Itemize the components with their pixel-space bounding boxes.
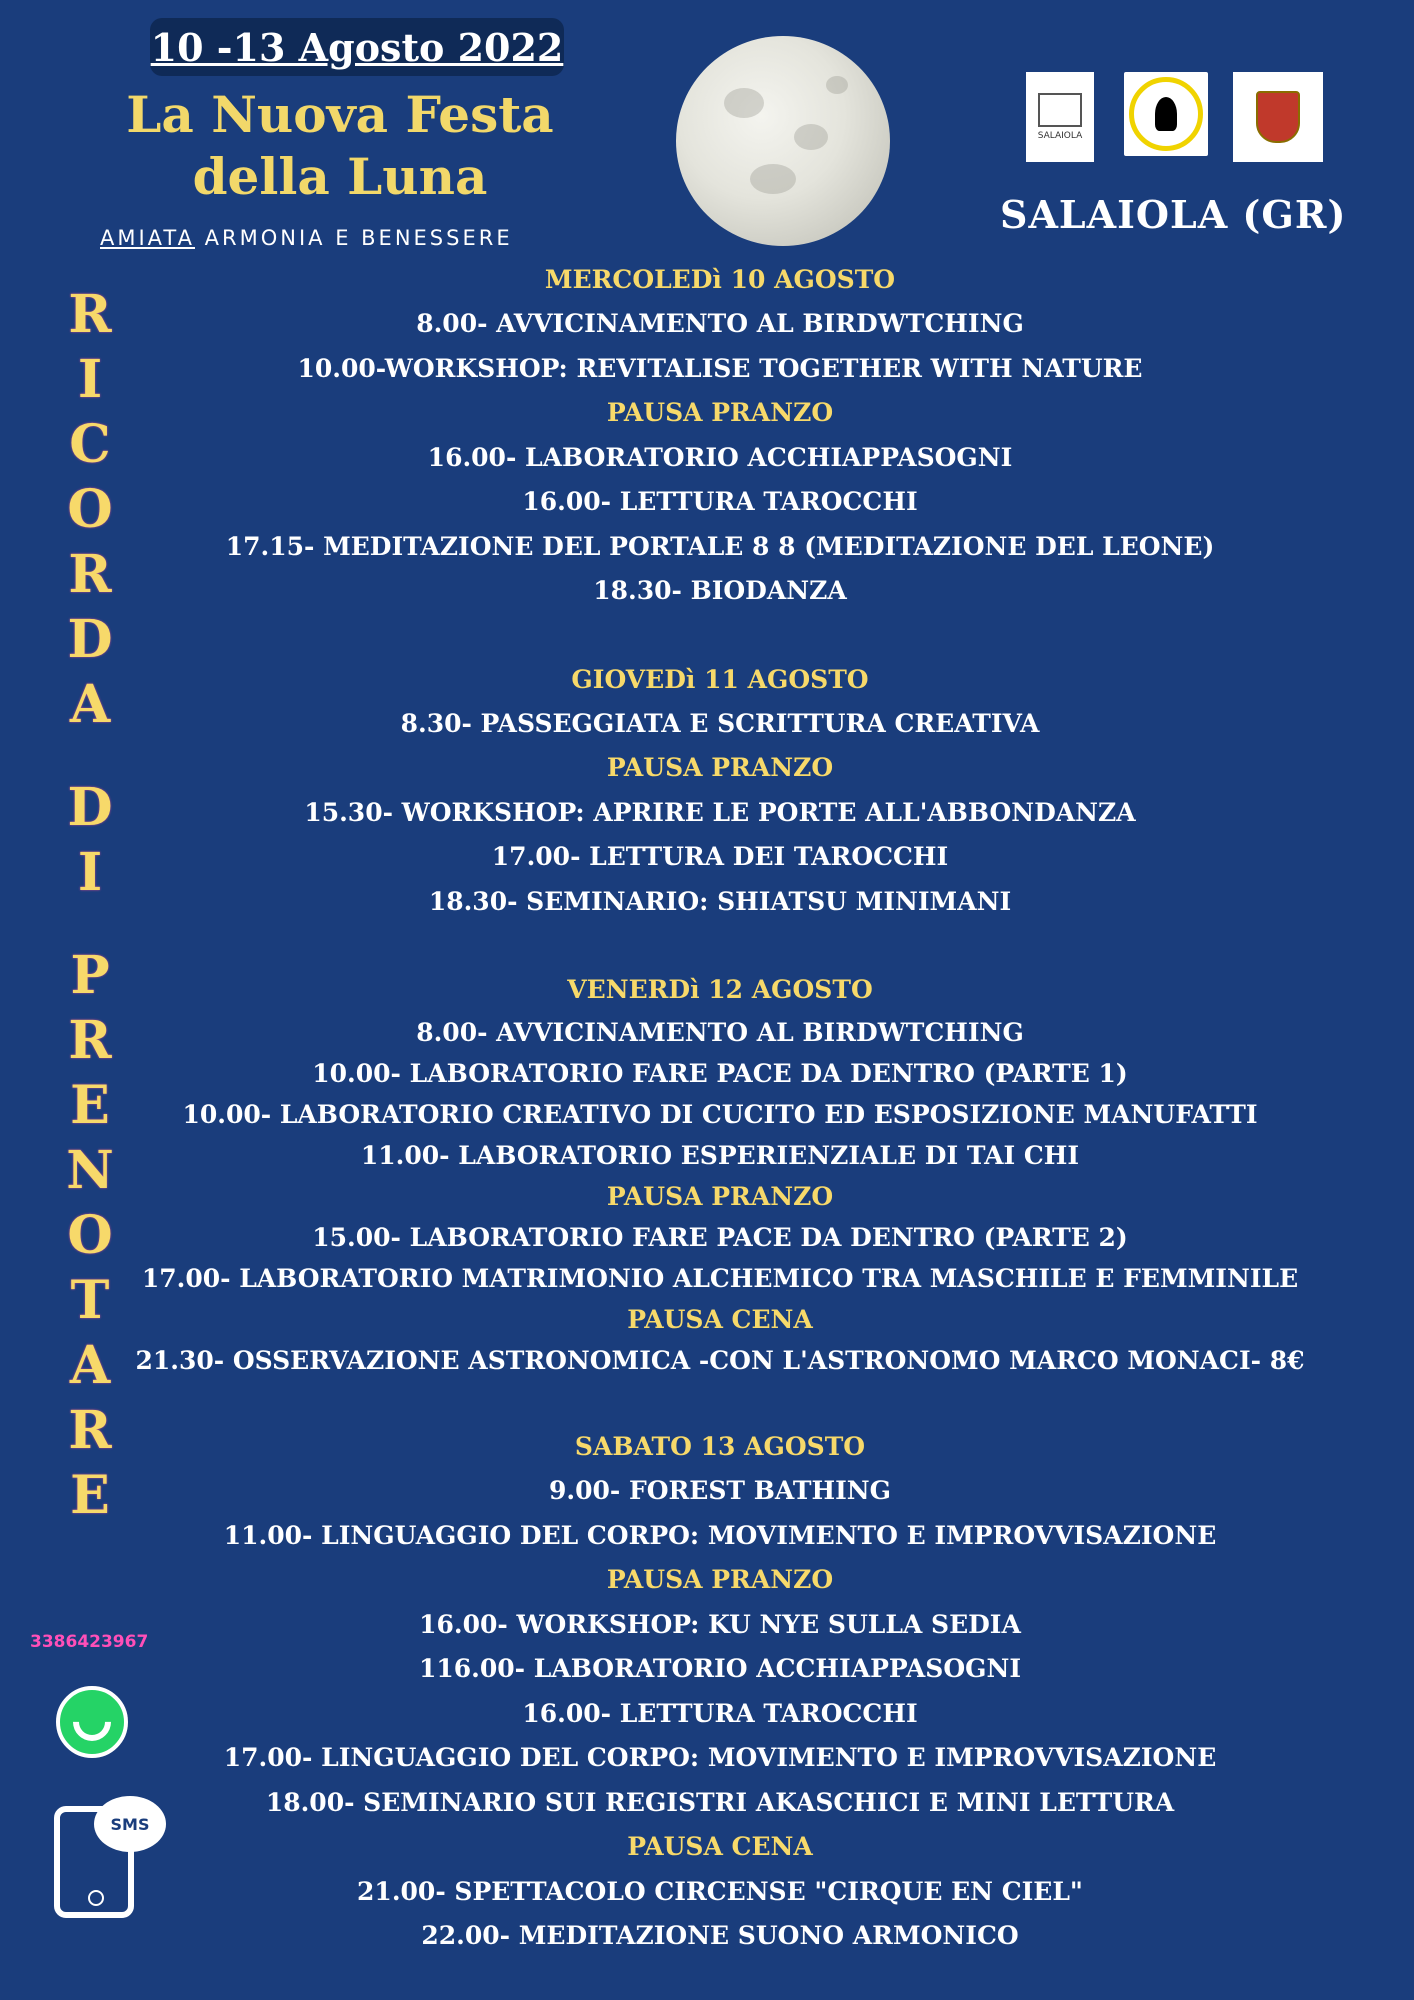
letter: I [77,349,103,410]
title-line-1: La Nuova Festa [126,85,554,144]
schedule-item: 17.15- MEDITAZIONE DEL PORTALE 8 8 (MEDITAZIONE DEL LEONE) [225,531,1215,561]
schedule-item: 16.00- LETTURA TAROCCHI [522,1698,918,1728]
letter: R [68,544,112,605]
schedule-item: 17.00- LETTURA DEI TAROCCHI [491,842,949,871]
letter: I [77,842,103,903]
lunch-break: PAUSA PRANZO [606,398,834,427]
schedule-item: 16.00- WORKSHOP: KU NYE SULLA SEDIA [419,1609,1021,1639]
schedule-item: 116.00- LABORATORIO ACCHIAPPASOGNI [418,1654,1022,1683]
letter: R [68,1400,112,1461]
day-section-friday [110,968,1330,1381]
schedule-item: 18.30- BIODANZA [593,576,847,605]
letter: T [70,1270,110,1331]
schedule-item: 17.00- LABORATORIO MATRIMONIO ALCHEMICO TRA MASCHILE E FEMMINILE [141,1264,1299,1293]
municipal-coat-of-arms [1233,72,1323,162]
shield-icon [1256,91,1300,143]
schedule-item: 16.00- LETTURA TAROCCHI [522,487,918,516]
schedule-item: 8.30- PASSEGGIATA E SCRITTURA CREATIVA [400,708,1040,738]
subtitle-rest: ARMONIA E BENESSERE [194,226,513,250]
salaiola-logo [1026,72,1094,162]
day-heading: VENERDì 12 AGOSTO [567,975,873,1004]
schedule-item: 15.30- WORKSHOP: APRIRE LE PORTE ALL'ABBONDANZA [304,797,1136,827]
schedule-item: 15.00- LABORATORIO FARE PACE DA DENTRO (PARTE 2) [312,1223,1128,1252]
festa-della-luna-logo [1124,72,1208,156]
letter: P [70,945,110,1006]
letter: D [67,609,113,670]
letter: N [66,1140,114,1201]
letter: O [67,1205,113,1266]
schedule-item: 8.00- AVVICINAMENTO AL BIRDWTCHING [416,309,1024,338]
schedule-item: 11.00- LABORATORIO ESPERIENZIALE DI TAI CHI [360,1141,1080,1170]
letter: R [68,1010,112,1071]
cat-icon [1155,97,1177,131]
schedule-item: 10.00-WORKSHOP: REVITALISE TOGETHER WITH NATURE [297,353,1143,383]
moon-image [676,36,890,246]
event-schedule [110,258,1330,1959]
schedule-item: 9.00- FOREST BATHING [549,1476,891,1505]
schedule-item: 18.00- SEMINARIO SUI REGISTRI AKASCHICI E MINI LETTURA [265,1787,1175,1817]
house-icon [1038,93,1082,127]
event-subtitle [100,226,620,250]
title-line-2: della Luna [192,147,488,206]
lunch-break: PAUSA PRANZO [606,753,834,782]
letter: D [67,777,113,838]
lunch-break: PAUSA PRANZO [606,1182,834,1211]
schedule-item: 10.00- LABORATORIO CREATIVO DI CUCITO ED ESPOSIZIONE MANUFATTI [182,1100,1258,1129]
letter: E [70,1465,110,1526]
event-dates: 10 -13 Agosto 2022 [150,18,564,76]
letter: A [69,674,111,735]
dinner-break: PAUSA CENA [627,1832,813,1861]
contact-phone-number[interactable]: 3386423967 [30,1632,149,1652]
schedule-item: 11.00- LINGUAGGIO DEL CORPO: MOVIMENTO E IMPROVVISAZIONE [223,1520,1217,1550]
crescent-moon-icon [1129,77,1203,151]
event-title [100,84,580,208]
letter: C [69,414,111,475]
letter: O [67,479,113,540]
schedule-item: 16.00- LABORATORIO ACCHIAPPASOGNI [427,442,1013,472]
subtitle-amiata: AMIATA [100,226,195,250]
event-location: SALAIOLA (GR) [1000,192,1347,237]
schedule-item: 21.00- SPETTACOLO CIRCENSE "CIRQUE EN CIEL" [357,1876,1083,1906]
schedule-item: 17.00- LINGUAGGIO DEL CORPO: MOVIMENTO E IMPROVVISAZIONE [223,1743,1217,1772]
day-heading: MERCOLEDì 10 AGOSTO [544,265,896,294]
dinner-break: PAUSA CENA [627,1305,813,1334]
schedule-item: 8.00- AVVICINAMENTO AL BIRDWTCHING [416,1018,1024,1047]
sms-bubble-icon: SMS [94,1796,166,1852]
day-section-thursday [110,658,1330,925]
day-heading: SABATO 13 AGOSTO [574,1432,866,1461]
schedule-item: 22.00- MEDITAZIONE SUONO ARMONICO [421,1921,1019,1950]
schedule-item: 21.30- OSSERVAZIONE ASTRONOMICA -CON L'ASTRONOMO MARCO MONACI- 8€ [135,1346,1305,1375]
lunch-break: PAUSA PRANZO [606,1565,834,1594]
day-heading: GIOVEDì 11 AGOSTO [571,664,869,694]
letter: E [70,1075,110,1136]
salaiola-logo-text: SALAIOLA [1037,131,1083,141]
schedule-item: 10.00- LABORATORIO FARE PACE DA DENTRO (PARTE 1) [312,1059,1128,1088]
day-section-wednesday [110,258,1330,614]
day-section-saturday [110,1425,1330,1959]
letter: R [68,284,112,345]
letter: A [69,1335,111,1396]
schedule-item: 18.30- SEMINARIO: SHIATSU MINIMANI [428,886,1012,916]
